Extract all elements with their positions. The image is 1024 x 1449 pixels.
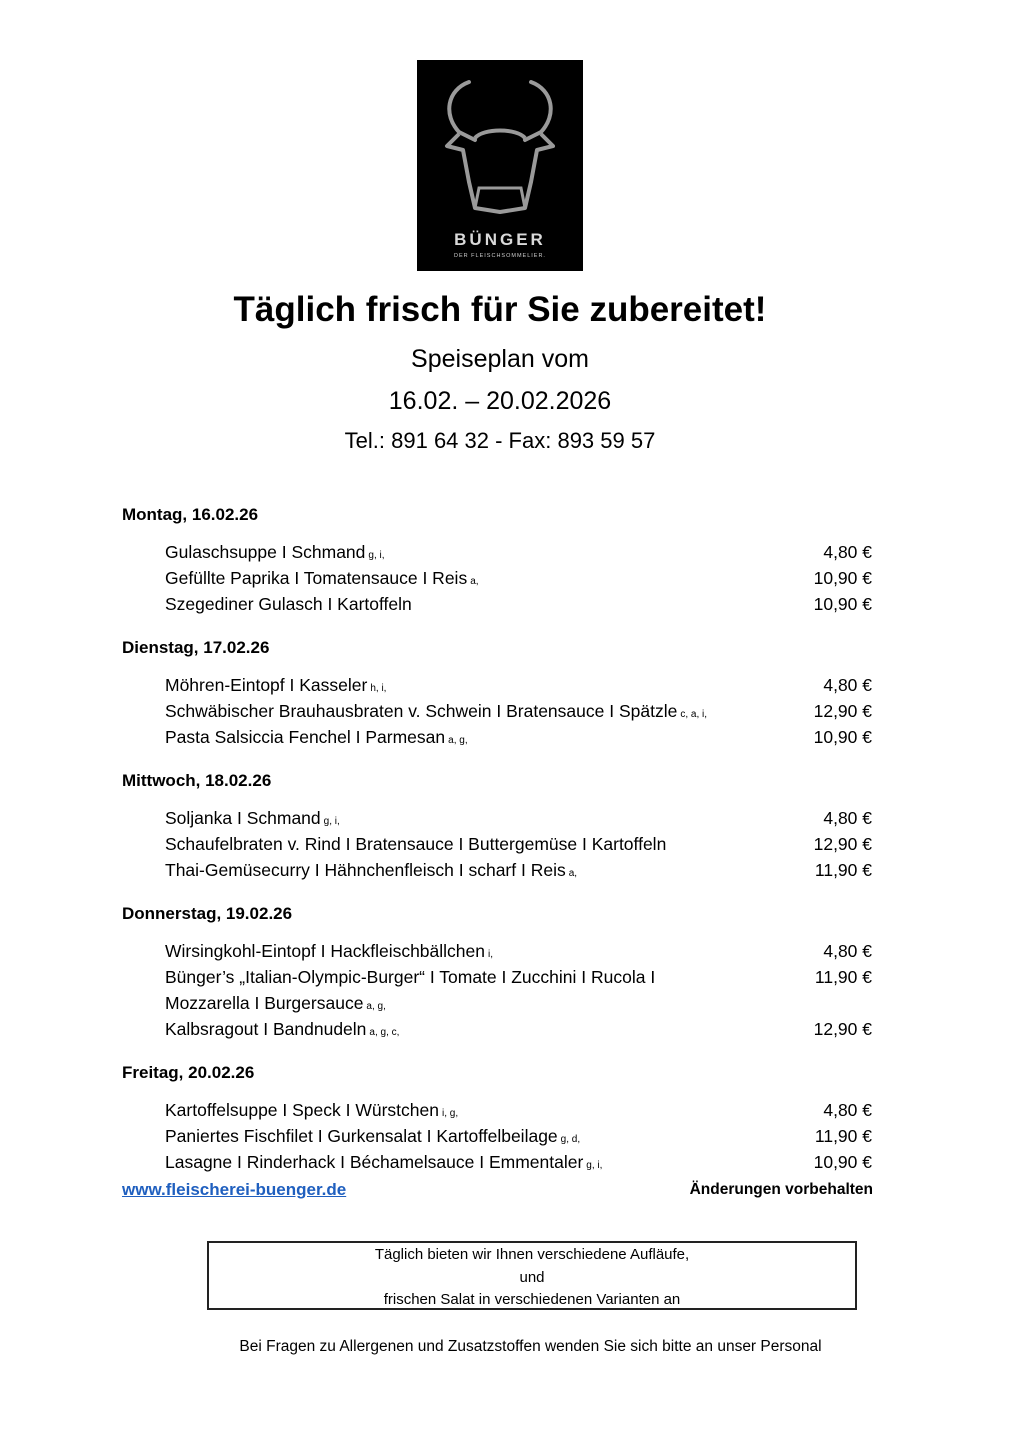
- dish-name: Bünger’s „Italian-Olympic-Burger“ I Tomate I Zucchini I Rucola I: [165, 967, 656, 987]
- menu-date-range: 16.02. – 20.02.2026: [388, 387, 612, 415]
- dish-name: Paniertes Fischfilet I Gurkensalat I Kartoffelbeilage: [165, 1126, 558, 1146]
- dish-row: [122, 700, 882, 726]
- dish-allergens: h, i,: [370, 683, 387, 694]
- menu-subtitle: Speiseplan vom: [411, 345, 589, 373]
- dish-allergens: g, i,: [586, 1160, 603, 1171]
- dish-price: 12,90 €: [813, 1019, 872, 1039]
- dish-allergens: a, g,: [366, 1001, 386, 1012]
- dish-allergens: a, g, c,: [369, 1027, 400, 1038]
- day-section: [122, 638, 882, 752]
- dish-row: [122, 940, 882, 966]
- dish-row: [122, 593, 882, 619]
- allergen-note: Bei Fragen zu Allergenen und Zusatzstoffen wenden Sie sich bitte an unser Personal: [239, 1338, 822, 1355]
- company-logo: [417, 60, 583, 271]
- dish-allergens: i, g,: [441, 1108, 459, 1119]
- day-section: [122, 1063, 882, 1177]
- dish-name: Schaufelbraten v. Rind I Bratensauce I Buttergemüse I Kartoffeln: [165, 834, 667, 854]
- dish-allergens: i,: [488, 949, 493, 960]
- day-title: Donnerstag, 19.02.26: [122, 904, 293, 923]
- dish-price: 4,80 €: [823, 1100, 872, 1120]
- dish-row: [122, 966, 882, 992]
- logo-brand-name: BÜNGER: [454, 230, 546, 249]
- dish-price: 4,80 €: [823, 808, 872, 828]
- page-title: Täglich frisch für Sie zubereitet!: [233, 290, 767, 329]
- weekly-menu: [122, 505, 882, 1196]
- dish-price: 11,90 €: [814, 1126, 872, 1146]
- dish-allergens: g, i,: [323, 816, 340, 827]
- dish-price: 10,90 €: [813, 727, 872, 747]
- dish-name: Thai-Gemüsecurry I Hähnchenfleisch I scharf I Reis: [165, 860, 566, 880]
- dish-price: 4,80 €: [823, 675, 872, 695]
- dish-allergens: c, a, i,: [680, 709, 708, 720]
- day-section: [122, 904, 882, 1044]
- dish-name: Schwäbischer Brauhausbraten v. Schwein I Bratensauce I Spätzle: [165, 701, 678, 721]
- dish-row: [122, 859, 882, 885]
- dish-name: Kalbsragout I Bandnudeln: [165, 1019, 367, 1039]
- dish-price: 10,90 €: [813, 568, 872, 588]
- dish-row: [122, 726, 882, 752]
- dish-allergens: a,: [568, 868, 578, 879]
- info-line: frischen Salat in verschiedenen Varianten an: [383, 1291, 681, 1308]
- contact-info: Tel.: 891 64 32 - Fax: 893 59 57: [344, 428, 656, 453]
- dish-price: 4,80 €: [823, 542, 872, 562]
- dish-allergens: g, d,: [560, 1134, 581, 1145]
- dish-price: 11,90 €: [814, 967, 872, 987]
- dish-allergens: a,: [470, 576, 479, 587]
- dish-allergens: g, i,: [368, 550, 385, 561]
- dish-price: 4,80 €: [823, 941, 872, 961]
- dish-name: Mozzarella I Burgersauce: [165, 993, 364, 1013]
- day-section: [122, 505, 882, 619]
- dish-row: [122, 1125, 882, 1151]
- dish-name: Szegediner Gulasch I Kartoffeln: [165, 594, 412, 614]
- day-title: Freitag, 20.02.26: [122, 1063, 255, 1082]
- info-line: und: [519, 1268, 545, 1286]
- info-box: [207, 1241, 857, 1310]
- dish-name: Pasta Salsiccia Fenchel I Parmesan: [165, 727, 446, 747]
- dish-name: Möhren-Eintopf I Kasseler: [165, 675, 368, 695]
- dish-name: Wirsingkohl-Eintopf I Hackfleischbällchen: [165, 941, 485, 961]
- day-title: Dienstag, 17.02.26: [122, 638, 270, 657]
- day-title: Montag, 16.02.26: [122, 505, 259, 524]
- dish-row: [122, 1151, 882, 1177]
- day-title: Mittwoch, 18.02.26: [122, 771, 272, 790]
- info-line: Täglich bieten wir Ihnen verschiedene Aufläufe,: [374, 1246, 690, 1263]
- dish-name: Gefüllte Paprika I Tomatensauce I Reis: [165, 568, 468, 588]
- dish-name: Gulaschsuppe I Schmand: [165, 542, 366, 562]
- dish-row: [122, 1099, 882, 1125]
- dish-allergens: a, g,: [448, 735, 468, 746]
- dish-name: Kartoffelsuppe I Speck I Würstchen: [165, 1100, 439, 1120]
- dish-row: [122, 541, 882, 567]
- dish-row: [122, 567, 882, 593]
- dish-row: [122, 992, 882, 1018]
- dish-price: 12,90 €: [813, 701, 872, 721]
- dish-row: [122, 833, 882, 859]
- dish-price: 10,90 €: [813, 1152, 872, 1172]
- dish-row: [122, 674, 882, 700]
- website-link[interactable]: www.fleischerei-buenger.de: [122, 1180, 347, 1199]
- dish-row: [122, 1018, 882, 1044]
- logo-tagline: DER FLEISCHSOMMELIER.: [454, 253, 546, 259]
- dish-price: 11,90 €: [814, 860, 872, 880]
- dish-price: 12,90 €: [813, 834, 872, 854]
- dish-name: Lasagne I Rinderhack I Béchamelsauce I Emmentaler: [165, 1152, 584, 1172]
- dish-price: 10,90 €: [813, 594, 872, 614]
- dish-name: Soljanka I Schmand: [165, 808, 321, 828]
- day-section: [122, 771, 882, 885]
- changes-note: Änderungen vorbehalten: [689, 1181, 873, 1198]
- dish-row: [122, 807, 882, 833]
